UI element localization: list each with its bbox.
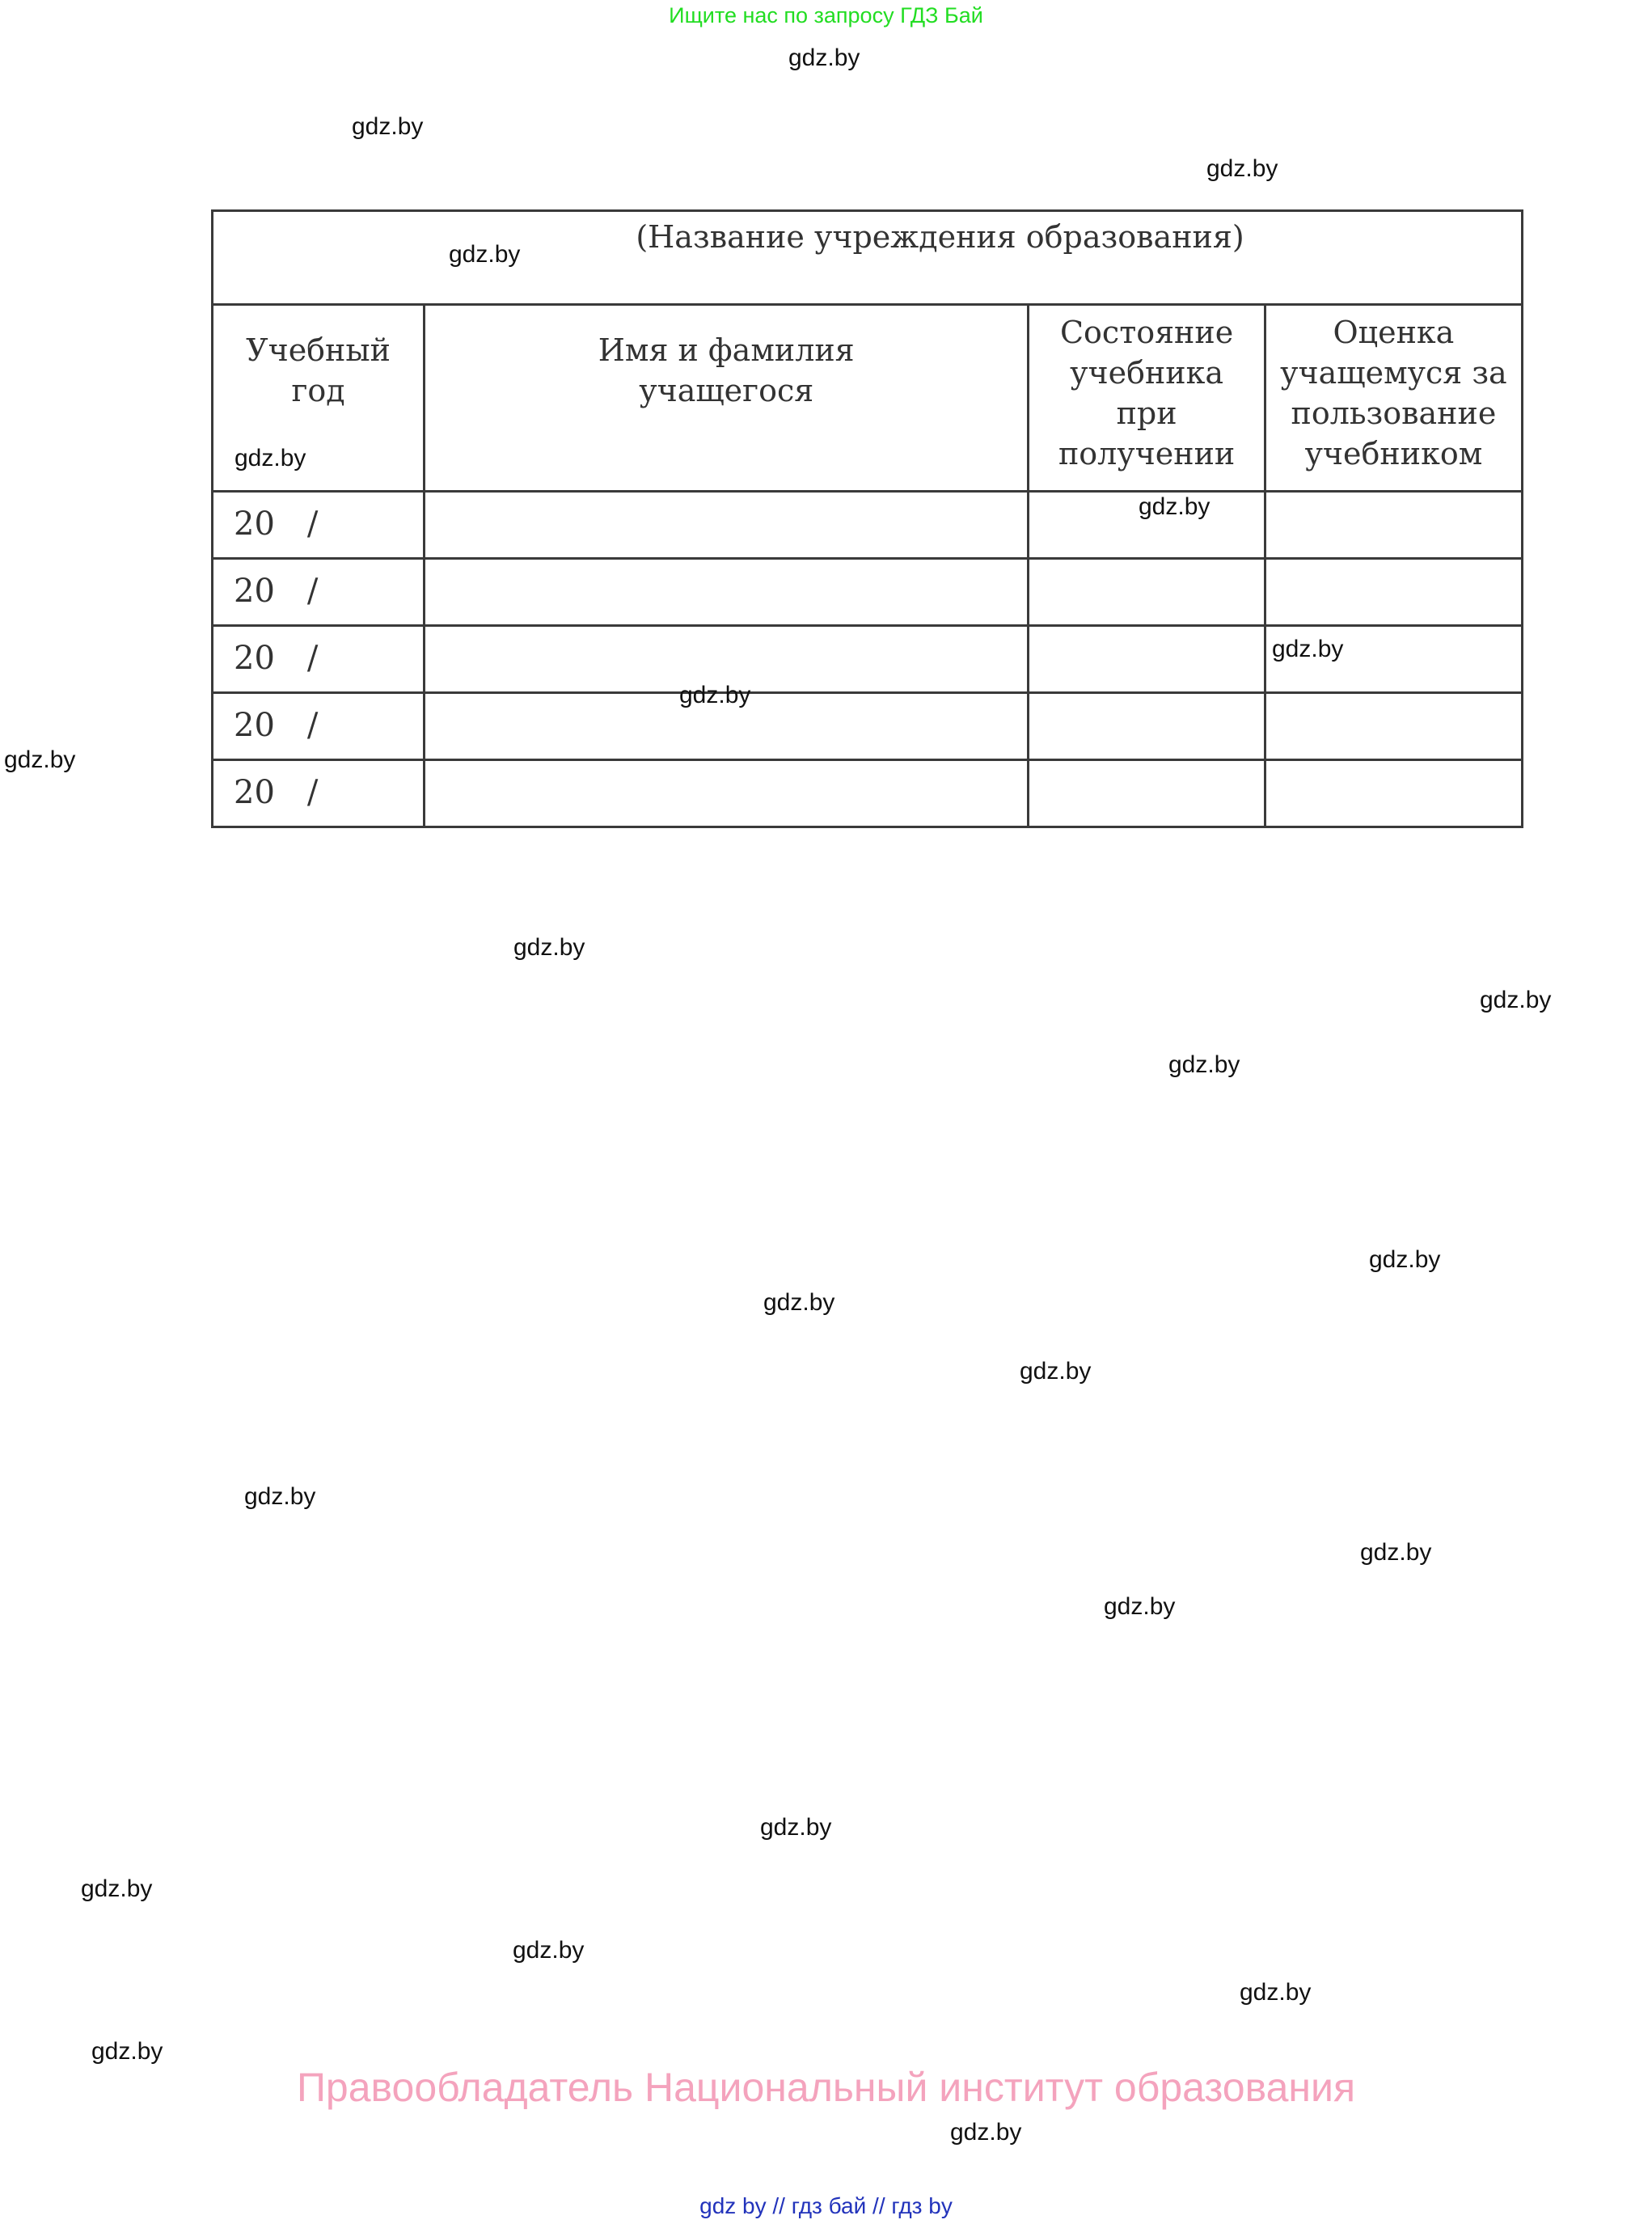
watermark: gdz.by: [1104, 1593, 1176, 1620]
year-prefix: 20: [234, 573, 275, 610]
year-slash: /: [306, 707, 319, 744]
watermark: gdz.by: [763, 1289, 835, 1316]
year-cell[interactable]: [213, 492, 425, 559]
table-row: [213, 693, 1523, 760]
watermark: gdz.by: [1369, 1246, 1441, 1273]
grade-cell[interactable]: [1265, 760, 1522, 827]
watermark: gdz.by: [4, 746, 76, 773]
top-banner: Ищите нас по запросу ГДЗ Бай: [669, 3, 983, 27]
year-slash: /: [306, 573, 319, 610]
grade-cell[interactable]: [1265, 693, 1522, 760]
watermark: gdz.by: [1206, 155, 1278, 182]
table-row: [213, 492, 1523, 559]
year-cell[interactable]: [213, 760, 425, 827]
header-grade: [1265, 305, 1522, 492]
watermark: gdz.by: [513, 934, 585, 961]
watermark: gdz.by: [1139, 493, 1210, 520]
year-prefix: 20: [234, 640, 275, 677]
table-row: [213, 559, 1523, 626]
watermark: gdz.by: [234, 445, 306, 471]
copyright-holder-text: Правообладатель Национальный институт образования: [296, 2065, 1356, 2110]
grade-cell[interactable]: [1265, 559, 1522, 626]
header-name: [425, 305, 1029, 492]
header-grade-label: Оценка учащемуся за пользование учебником: [1280, 315, 1507, 471]
watermark: gdz.by: [760, 1814, 832, 1841]
year-prefix: 20: [234, 774, 275, 811]
watermark: gdz.by: [81, 1875, 153, 1902]
year-cell[interactable]: [213, 559, 425, 626]
header-state: [1029, 305, 1265, 492]
name-cell[interactable]: [425, 492, 1029, 559]
header-name-label: Имя и фамилия учащегося: [598, 332, 855, 408]
footer-links[interactable]: gdz by // гдз бай // гдз by: [699, 2193, 953, 2218]
year-slash: /: [306, 774, 319, 811]
watermark: gdz.by: [950, 2119, 1022, 2146]
watermark: gdz.by: [1480, 987, 1552, 1013]
watermark: gdz.by: [1360, 1539, 1432, 1566]
watermark: gdz.by: [1240, 1979, 1312, 2006]
state-cell[interactable]: [1029, 760, 1265, 827]
year-slash: /: [306, 640, 319, 677]
state-cell[interactable]: [1029, 693, 1265, 760]
header-state-label: Состояние учебника при получении: [1058, 315, 1236, 471]
watermark: gdz.by: [513, 1937, 585, 1964]
state-cell[interactable]: [1029, 559, 1265, 626]
year-cell[interactable]: [213, 693, 425, 760]
watermark: gdz.by: [352, 113, 424, 140]
watermark: gdz.by: [1272, 636, 1344, 662]
institution-title: (Название учреждения образования): [636, 219, 1244, 255]
institution-title-cell: [213, 211, 1523, 305]
year-prefix: 20: [234, 505, 275, 543]
name-cell[interactable]: [425, 760, 1029, 827]
table-row: [213, 760, 1523, 827]
year-cell[interactable]: [213, 626, 425, 693]
grade-cell[interactable]: [1265, 492, 1522, 559]
watermark: gdz.by: [449, 241, 521, 268]
year-slash: /: [306, 505, 319, 543]
state-cell[interactable]: [1029, 626, 1265, 693]
name-cell[interactable]: [425, 559, 1029, 626]
watermark: gdz.by: [244, 1483, 316, 1510]
watermark: gdz.by: [1020, 1358, 1092, 1385]
textbook-usage-table: [211, 209, 1523, 828]
watermark: gdz.by: [788, 44, 860, 71]
watermark: gdz.by: [1168, 1051, 1240, 1078]
header-year-label: Учебный год: [246, 332, 391, 408]
watermark: gdz.by: [679, 682, 751, 708]
year-prefix: 20: [234, 707, 275, 744]
watermark: gdz.by: [91, 2038, 163, 2065]
